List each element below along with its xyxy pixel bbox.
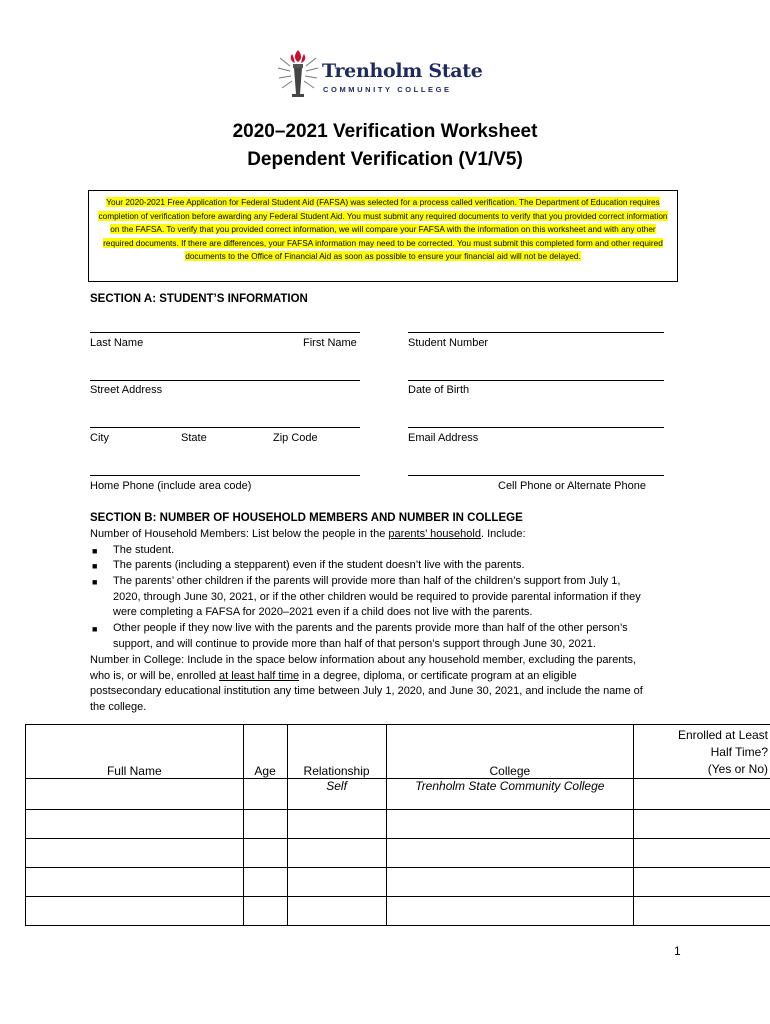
cell-college[interactable] [386, 810, 634, 839]
table-row [26, 810, 770, 839]
cell-relationship[interactable] [287, 810, 386, 839]
college-text: who is, or will be, enrolled [90, 670, 220, 682]
household-intro [90, 527, 526, 543]
half-time-underlined: at least half time [219, 670, 300, 682]
cell-relationship[interactable] [287, 868, 386, 897]
intro-text-end: . Include: [480, 528, 526, 540]
cell-enrolled[interactable] [634, 810, 770, 839]
table-header-row [26, 725, 770, 779]
student-number-label: Student Number [408, 337, 489, 349]
notice-text: Your 2020-2021 Free Application for Federal Student Aid (FAFSA) was selected for a process called verification. The Department of Education requires completion of verification before awarding any Federal Student Aid. You must submit any required documents to verify that you provided correct information on the FAFSA. To verify that you provided correct information, we will compare your FAFSA with the information on this worksheet and with any other required documents. If there are differences, your FAFSA information may need to be corrected. You must submit this completed form and other required documents to the Office of Financial Aid as soon as possible to ensure your financial aid will not be delayed. [98, 197, 668, 262]
college-para-line-4: the college. [90, 701, 147, 713]
cell-full-name[interactable] [26, 897, 244, 926]
cell-age[interactable] [243, 810, 287, 839]
student-number-field-line[interactable] [408, 332, 664, 333]
col-header-college: College [386, 725, 634, 779]
cell-age[interactable] [243, 779, 287, 810]
street-label: Street Address [90, 384, 163, 396]
page-number: 1 [674, 944, 681, 958]
household-table [25, 724, 770, 926]
bullet-icon: ■ [92, 577, 98, 587]
bullet-icon: ■ [92, 561, 98, 571]
cell-relationship[interactable]: Self [287, 779, 386, 810]
cell-full-name[interactable] [26, 810, 244, 839]
enrolled-header-line: (Yes or No) [707, 762, 768, 776]
cell-phone-field-line[interactable] [408, 475, 664, 476]
street-field-line[interactable] [90, 380, 360, 381]
cell-full-name[interactable] [26, 779, 244, 810]
cell-college[interactable] [386, 839, 634, 868]
col-header-relationship: Relationship [287, 725, 386, 779]
zip-label: Zip Code [273, 432, 318, 444]
bullet-4-line-1: Other people if they now live with the parents and the parents provide more than half of the other person’s [113, 622, 628, 634]
intro-text: Number of Household Members: List below the people in the [90, 528, 389, 540]
notice-box [88, 190, 678, 282]
col-header-full-name: Full Name [26, 725, 244, 779]
bullet-4-line-2: support, and will continue to provide more than half of that person’s support through June 30, 2021. [113, 638, 596, 650]
table-row [26, 868, 770, 897]
cell-college[interactable] [386, 868, 634, 897]
cell-age[interactable] [243, 868, 287, 897]
cell-enrolled[interactable] [634, 779, 770, 810]
bullet-icon: ■ [92, 624, 98, 634]
section-a-heading: SECTION A: STUDENT’S INFORMATION [90, 293, 308, 305]
bullet-icon: ■ [92, 546, 98, 556]
cell-enrolled[interactable] [634, 897, 770, 926]
cell-college[interactable]: Trenholm State Community College [386, 779, 634, 810]
city-state-zip-field-line[interactable] [90, 427, 360, 428]
home-phone-field-line[interactable] [90, 475, 360, 476]
first-name-label: First Name [303, 337, 357, 349]
bullet-2: The parents (including a stepparent) even if the student doesn’t live with the parents. [113, 559, 525, 571]
enrolled-header-line: Half Time? [710, 745, 768, 759]
col-header-age: Age [243, 725, 287, 779]
cell-enrolled[interactable] [634, 839, 770, 868]
logo-name: Trenholm State [322, 60, 483, 82]
dob-label: Date of Birth [408, 384, 470, 396]
cell-relationship[interactable] [287, 839, 386, 868]
dob-field-line[interactable] [408, 380, 664, 381]
col-header-enrolled [634, 725, 770, 779]
section-b-heading: SECTION B: NUMBER OF HOUSEHOLD MEMBERS AND NUMBER IN COLLEGE [90, 512, 523, 524]
bullet-1: The student. [113, 544, 175, 556]
state-label: State [181, 432, 207, 444]
table-row [26, 779, 770, 810]
college-para-line-1: Number in College: Include in the space below information about any household member, excluding the parents, [90, 654, 637, 666]
bullet-3-line-3: were completing a FAFSA for 2020–2021 even if a child does not live with the parents. [113, 606, 533, 618]
college-para-line-2 [90, 669, 577, 685]
enrolled-header-line: Enrolled at Least [677, 728, 768, 742]
cell-relationship[interactable] [287, 897, 386, 926]
page-title: 2020–2021 Verification Worksheet [232, 121, 538, 142]
cell-age[interactable] [243, 839, 287, 868]
cell-full-name[interactable] [26, 839, 244, 868]
page-subtitle: Dependent Verification (V1/V5) [247, 149, 523, 170]
cell-full-name[interactable] [26, 868, 244, 897]
home-phone-label: Home Phone (include area code) [90, 480, 252, 492]
intro-underlined: parents’ household [388, 528, 481, 540]
email-field-line[interactable] [408, 427, 664, 428]
college-para-line-3: postsecondary educational institution any time between July 1, 2020, and June 30, 2021, and include the name of [90, 685, 643, 697]
table-row [26, 897, 770, 926]
bullet-3-line-1: The parents’ other children if the parents will provide more than half of the children’s support from July 1, [113, 575, 621, 587]
torch-icon [276, 48, 320, 100]
college-text-end: in a degree, diploma, or certificate program at an eligible [299, 670, 577, 682]
logo-subtitle: COMMUNITY COLLEGE [323, 85, 452, 94]
cell-college[interactable] [386, 897, 634, 926]
cell-enrolled[interactable] [634, 868, 770, 897]
name-field-line[interactable] [90, 332, 360, 333]
cell-age[interactable] [243, 897, 287, 926]
cell-phone-label: Cell Phone or Alternate Phone [498, 480, 646, 492]
email-label: Email Address [408, 432, 479, 444]
last-name-label: Last Name [90, 337, 144, 349]
city-label: City [90, 432, 109, 444]
bullet-3-line-2: 2020, through June 30, 2021, or if the other children would be required to provide parental information if they [113, 591, 641, 603]
table-row [26, 839, 770, 868]
